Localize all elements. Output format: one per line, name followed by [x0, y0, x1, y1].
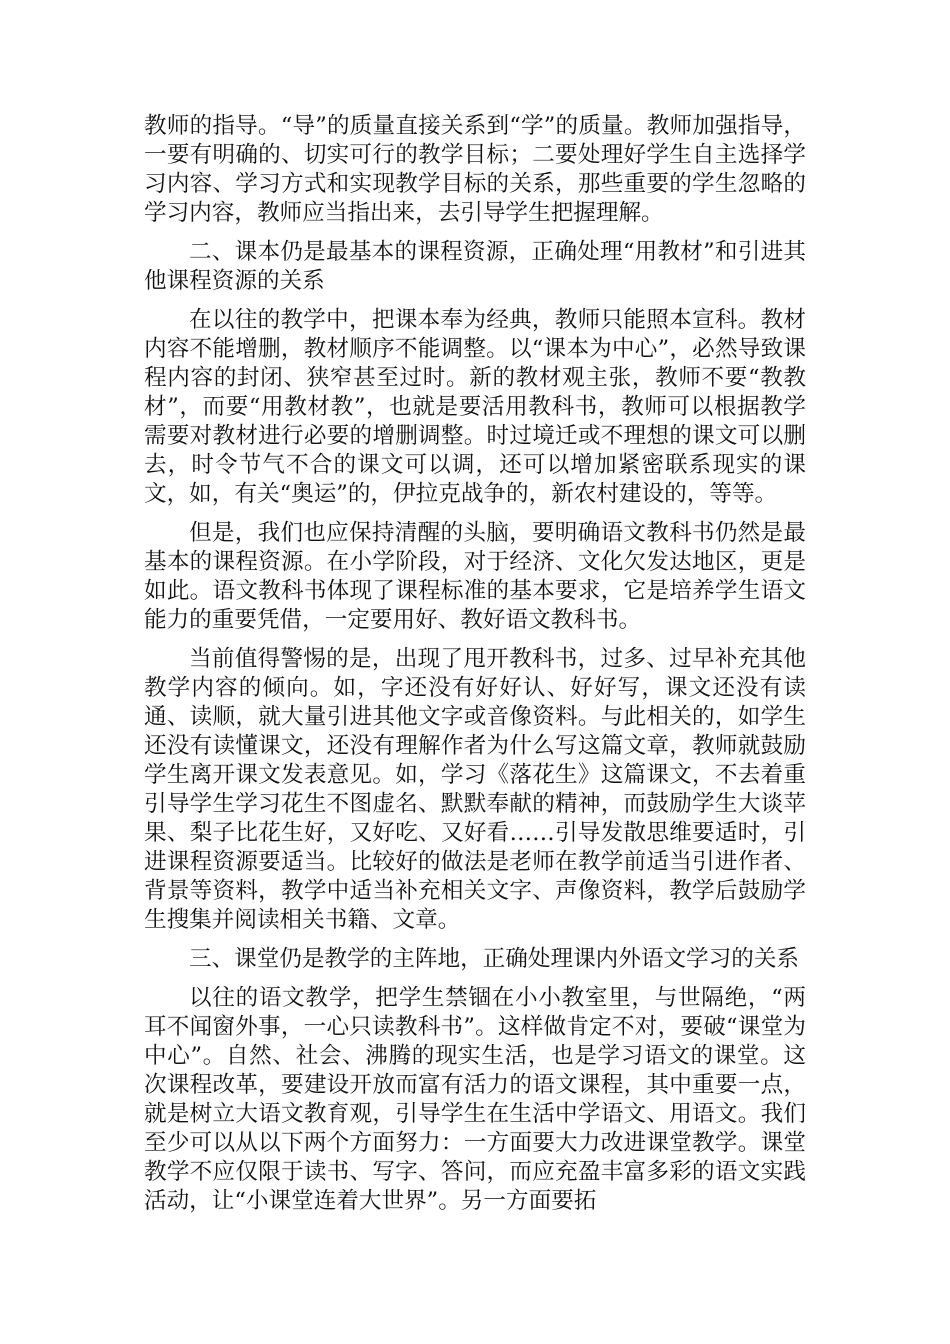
paragraph-textbook-warning: 当前值得警惕的是，出现了甩开教科书，过多、过早补充其他教学内容的倾向。如，字还没有好好认、好好写，课文还没有读通、读顺，就大量引进其他文字或音像资料。与此相关的，如学生还没有读懂课文，还没有理解作者为什么写这篇文章，教师就鼓励学生离开课文发表意见。如，学习《落花生》这篇课文，不去着重引导学生学习花生不图虚名、默默奉献的精神，而鼓励学生大谈苹果、梨子比花生好，又好吃、又好看……引导发散思维要适时，引进课程资源要适当。比较好的做法是老师在教学前适当引进作者、背景等资料，教学中适当补充相关文字、声像资料，教学后鼓励学生搜集并阅读相关书籍、文章。 — [144, 646, 806, 933]
paragraph-teacher-guidance: 教师的指导。“导”的质量直接关系到“学”的质量。教师加强指导，一要有明确的、切实可行的教学目标；二要处理好学生自主选择学习内容、学习方式和实现教学目标的关系，那些重要的学生忽略的学习内容，教师应当指出来，去引导学生把握理解。 — [144, 113, 806, 226]
paragraph-classroom: 以往的语文教学，把学生禁锢在小小教室里，与世隔绝，“两耳不闻窗外事，一心只读教科书”。这样做肯定不对，要破“课堂为中心”。自然、社会、沸腾的现实生活，也是学习语文的课堂。这次课程改革，要建设开放而富有活力的语文课程，其中重要一点，就是树立大语文教育观，引导学生在生活中学语文、用语文。我们至少可以从以下两个方面努力：一方面要大力改进课堂教学。课堂教学不应仅限于读书、写字、答问，而应充盈丰富多彩的语文实践活动，让“小课堂连着大世界”。另一方面要拓 — [144, 985, 806, 1214]
document-page — [144, 112, 806, 1226]
section-heading-3: 三、课堂仍是教学的主阵地，正确处理课内外语文学习的关系 — [189, 946, 800, 972]
paragraph-textbook-past: 在以往的教学中，把课本奉为经典，教师只能照本宣科。教材内容不能增删，教材顺序不能调整。以“课本为中心”，必然导致课程内容的封闭、狭窄甚至过时。新的教材观主张，教师不要“教教材”，而要“用教材教”，也就是要活用教科书，教师可以根据教学需要对教材进行必要的增删调整。时过境迁或不理想的课文可以删去，时令节气不合的课文可以调，还可以增加紧密联系现实的课文，如，有关“奥运”的，伊拉克战争的，新农村建设的，等等。 — [144, 307, 806, 507]
paragraph-textbook-basic: 但是，我们也应保持清醒的头脑，要明确语文教科书仍然是最基本的课程资源。在小学阶段，对于经济、文化欠发达地区，更是如此。语文教科书体现了课程标准的基本要求，它是培养学生语文能力的重要凭借，一定要用好、教好语文教科书。 — [144, 520, 806, 633]
section-heading-2: 二、课本仍是最基本的课程资源，正确处理“用教材”和引进其他课程资源的关系 — [144, 239, 806, 294]
